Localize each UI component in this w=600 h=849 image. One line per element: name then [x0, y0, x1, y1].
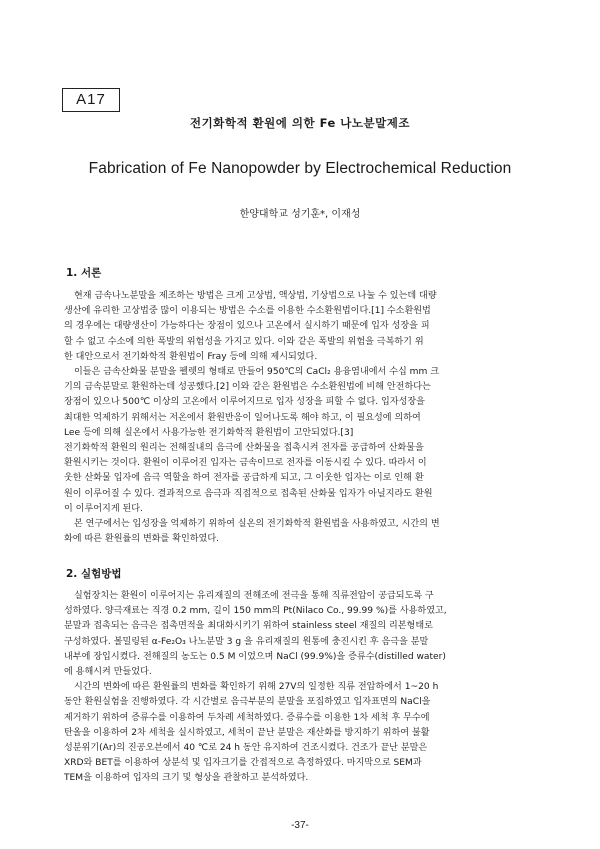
body-line: 성하였다. 양극재료는 직경 0.2 mm, 길이 150 mm의 Pt(Nilaco Co., 99.99 %)를 사용하였고, — [64, 606, 447, 617]
body-line: 실험장치는 환원이 이루어지는 유리재질의 전해조에 전극을 통해 직류전압이 공급되도록 구 — [74, 591, 434, 601]
body-line: 기의 금속분말로 환원하는데 성공했다.[2] 이와 같은 환원법은 수소환원법에 비해 안전하다는 — [64, 382, 431, 393]
body-line: 성분위기(Ar)의 진공오븐에서 40 ℃로 24 h 동안 유지하여 건조시켰다. 건조가 끝난 분말은 — [64, 743, 428, 754]
body-line: 최대한 억제하기 위해서는 저온에서 환원반응이 일어나도록 해야 하고, 이 필요성에 의하여 — [64, 412, 421, 423]
body-line: 한 대안으로서 전기화학적 환원법이 Fray 등에 의해 제시되었다. — [64, 351, 318, 362]
section-heading-methods: 2. 실험방법 — [66, 568, 122, 580]
abstract-code-label: A17 — [62, 88, 120, 112]
korean-title: 전기화학적 환원에 의한 Fe 나노분말제조 — [190, 116, 410, 130]
body-line: 시간의 변화에 따른 환원률의 변화를 확인하기 위해 27V의 일정한 직류 전압하에서 1~20 h — [74, 682, 439, 693]
page-number: -37- — [291, 820, 309, 831]
body-line: TEM을 이용하여 입자의 크기 및 형상을 관찰하고 분석하였다. — [64, 773, 309, 784]
body-line: XRD와 BET를 이용하여 상분석 및 입자크기를 간접적으로 측정하였다. 마지막으로 SEM과 — [64, 758, 422, 769]
body-line: 이들은 금속산화물 분말을 펠렛의 형태로 만들어 950℃의 CaCl₂ 용융염내에서 수십 mm 크 — [74, 367, 440, 378]
body-line: 생산에 유리한 고상법중 많이 이용되는 방법은 수소를 이용한 수소환원법이다.[1] 수소환원법 — [64, 306, 431, 317]
body-line: 의 경우에는 대량생산이 가능하다는 장점이 있으나 고온에서 실시하기 때문에 입자 성장을 피 — [64, 321, 430, 332]
body-line: 본 연구에서는 입성장을 억제하기 위하여 실온의 전기화학적 환원법을 사용하였고, 시간의 변 — [74, 519, 440, 530]
body-line: 이 이루어지게 된다. — [64, 503, 143, 514]
body-line: 동안 환원실험을 진행하였다. 각 시간별로 음극부분의 분말을 포집하였고 입자표면의 NaCl을 — [64, 697, 431, 708]
body-line: 내부에 장입시켰다. 전해질의 농도는 0.5 M 이었으며 NaCl (99.9%)을 증류수(distilled water) — [64, 651, 446, 662]
body-line: 장점이 있으나 500℃ 이상의 고온에서 이루어지므로 입자 성장을 피할 수 없다. 입자성장을 — [64, 397, 425, 408]
section-introduction-body — [64, 289, 540, 547]
body-line: 분말과 접촉되는 음극은 접촉면적을 최대화시키기 위하여 stainless steel 재질의 리본형태로 — [64, 621, 433, 632]
body-line: 웃한 산화물 입자에 음극 역할을 하여 전자를 공급하게 되고, 그 이웃한 입자는 이로 인해 환 — [64, 473, 424, 484]
body-line: 전기화학적 환원의 원리는 전해질내의 음극에 산화물을 접촉시켜 전자를 공급하여 산화물을 — [64, 443, 424, 454]
english-title: Fabrication of Fe Nanopowder by Electrochemical Reduction — [88, 160, 512, 177]
body-line: 구성하였다. 볼밀링된 α-Fe₂O₃ 나노분말 3 g 을 유리재질의 원통에 충진시킨 후 음극을 분말 — [64, 636, 429, 647]
body-line: 화에 따른 환원률의 변화를 확인하였다. — [64, 534, 220, 545]
body-line: 탄올을 이용하여 2차 세척을 실시하였고, 세척이 끝난 분말은 재산화를 방지하기 위하여 불활 — [64, 727, 430, 738]
body-line: 제거하기 위하여 증류수를 이용하여 두차례 세척하였다. 증류수를 이용한 1차 세척 후 무수에 — [64, 712, 430, 723]
body-line: 할 수 없고 수소에 의한 폭발의 위험성을 가지고 있다. 이와 같은 폭발의 위험을 극복하기 위 — [64, 336, 424, 347]
section-heading-introduction: 1. 서론 — [66, 267, 102, 279]
body-line: 환원시키는 것이다. 환원이 이루어진 입자는 금속이므로 전자를 이동시킬 수 있다. 따라서 이 — [64, 458, 427, 469]
author-line: 한양대학교 성기훈*, 이재성 — [239, 209, 361, 220]
body-line: Lee 등에 의해 실온에서 사용가능한 전기화학적 환원법이 고안되었다.[3] — [64, 427, 354, 438]
body-line: 원이 이루어질 수 있다. 결과적으로 음극과 직접적으로 접촉된 산화물 입자가 아닐지라도 환원 — [64, 488, 433, 499]
body-line: 현재 금속나노분말을 제조하는 방법은 크게 고상법, 액상법, 기상법으로 나눌 수 있는데 대량 — [74, 291, 437, 301]
section-methods-body — [64, 589, 540, 787]
body-line: 에 용해시켜 만들었다. — [64, 667, 152, 678]
